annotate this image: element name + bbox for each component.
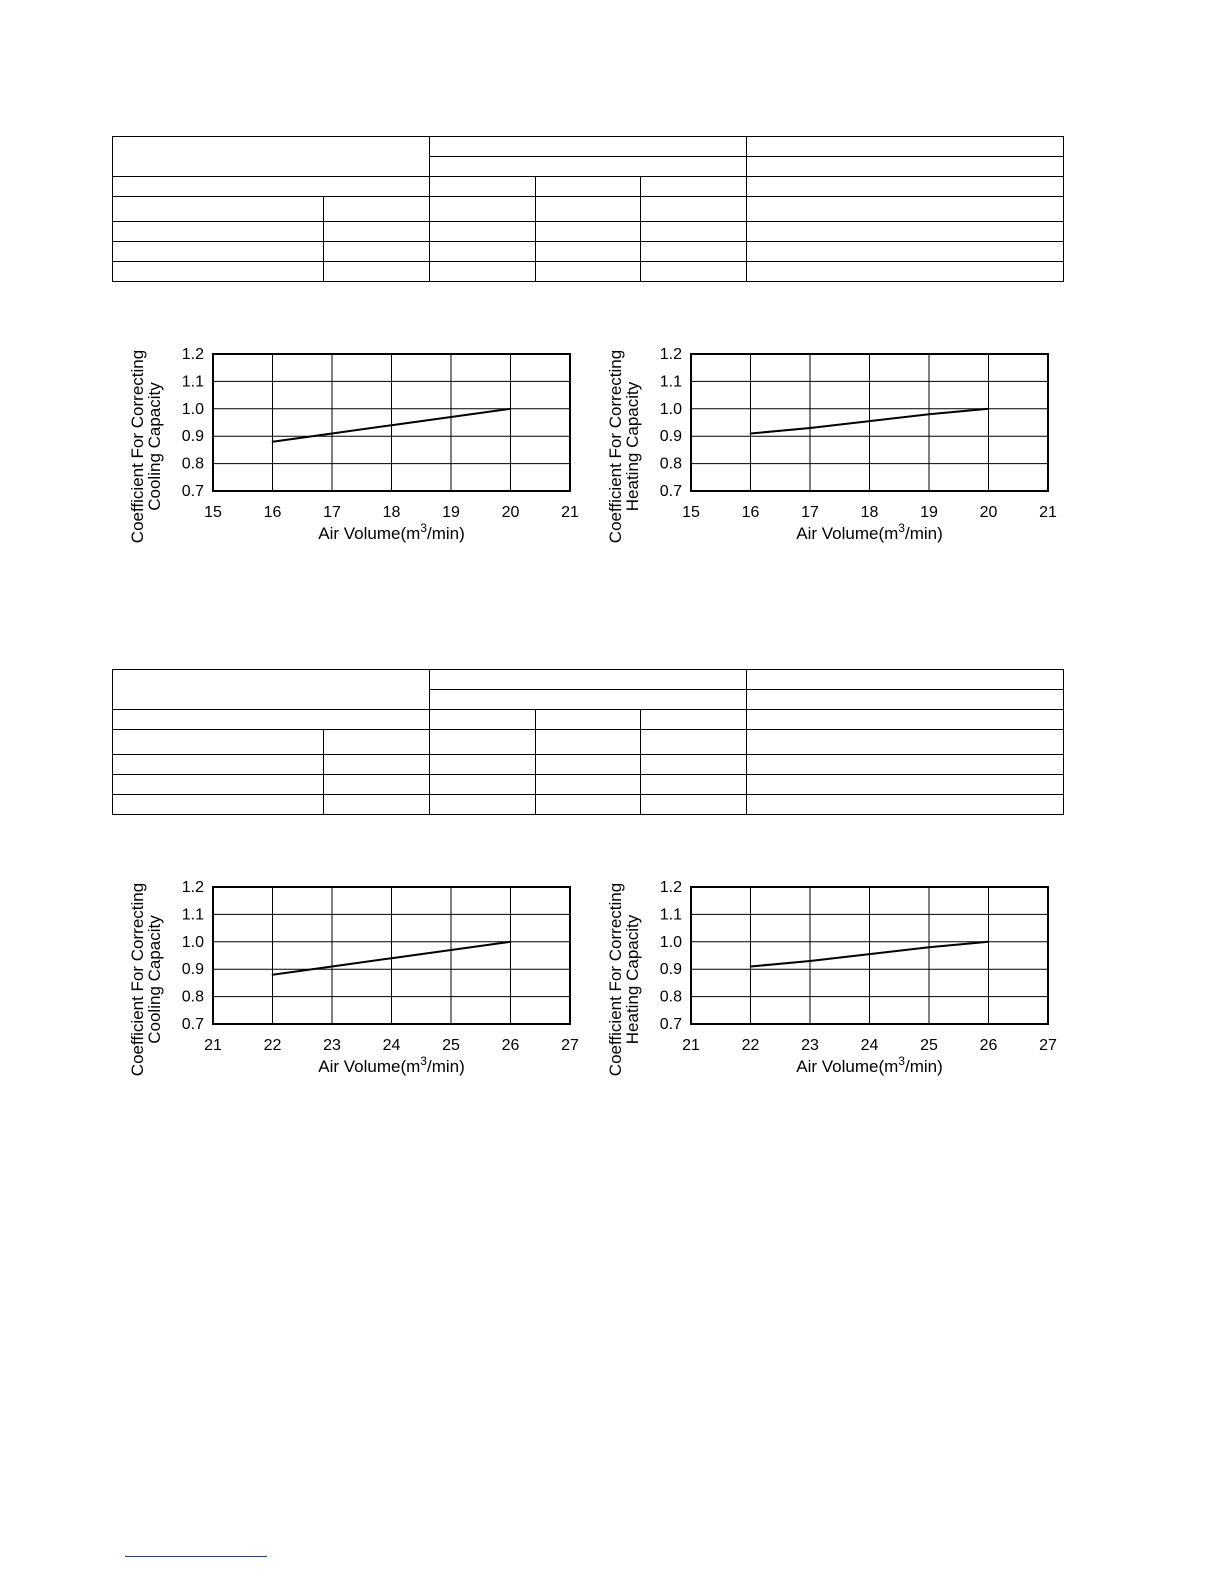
table-row [113, 774, 1064, 794]
table-cell [113, 774, 324, 794]
chart-svg [128, 338, 579, 558]
y-tick-label: 1.1 [181, 373, 204, 391]
y-axis-title-line: Coefficient For Correcting [606, 349, 625, 544]
table-cell [536, 177, 641, 197]
data-point [391, 957, 393, 959]
x-tick-label: 22 [741, 1037, 760, 1054]
table-cell [113, 754, 324, 774]
table-cell [324, 197, 430, 221]
x-tick-label: 18 [382, 504, 401, 521]
table-cell [113, 261, 324, 281]
x-tick-label: 15 [682, 504, 700, 521]
table-cell [747, 241, 1064, 261]
table-cell [641, 730, 747, 754]
table-cell [430, 690, 747, 710]
table-cell [747, 157, 1064, 177]
x-tick-label: 27 [561, 1037, 579, 1054]
x-tick-label: 21 [1039, 504, 1057, 521]
x-tick-label: 16 [263, 504, 282, 521]
x-tick-label: 21 [204, 1037, 222, 1054]
table-row [113, 241, 1064, 261]
y-tick-label: 0.8 [181, 988, 204, 1006]
data-point [331, 966, 333, 968]
data-point [750, 433, 752, 435]
table-cell [430, 261, 536, 281]
y-tick-label: 0.7 [181, 1016, 204, 1033]
y-tick-label: 0.7 [659, 483, 682, 500]
x-tick-label: 24 [860, 1037, 879, 1054]
table-cell [747, 177, 1064, 197]
x-axis-title: Air $Volume(m^3/\min)$ [796, 1054, 943, 1076]
y-axis-title-line: Coefficient For Correcting [606, 882, 625, 1077]
table-cell [747, 794, 1064, 814]
table-cell [641, 221, 747, 241]
table-cell [430, 730, 536, 754]
x-tick-label: 23 [323, 1037, 341, 1054]
data-point [510, 941, 512, 943]
table-cell [641, 177, 747, 197]
y-tick-label: 0.8 [659, 988, 682, 1006]
table-cell [536, 774, 641, 794]
table-row [113, 710, 1064, 730]
y-tick-label: 1.1 [181, 906, 204, 924]
table-cell [113, 730, 324, 754]
table-cell [430, 710, 536, 730]
y-tick-label: 1.0 [659, 933, 682, 951]
table-cell [536, 794, 641, 814]
chart-svg [606, 871, 1057, 1091]
cooling-capacity-chart-2 [128, 871, 579, 1091]
table-cell [747, 774, 1064, 794]
data-point [869, 953, 871, 955]
table-cell [641, 754, 747, 774]
table-cell [324, 754, 430, 774]
x-tick-label: 27 [1039, 1037, 1057, 1054]
table-cell [430, 774, 536, 794]
y-tick-label: 1.2 [181, 879, 204, 896]
table-cell [113, 177, 430, 197]
data-point [510, 408, 512, 410]
y-tick-label: 0.7 [181, 483, 204, 500]
footer-rule [125, 1556, 267, 1557]
y-axis-title [606, 883, 642, 1076]
spec-table-2 [112, 669, 1064, 815]
table-cell [324, 730, 430, 754]
table-cell [430, 241, 536, 261]
data-point [928, 946, 930, 948]
table-cell [641, 710, 747, 730]
table-cell [113, 710, 430, 730]
table-row [113, 754, 1064, 774]
y-axis-title-line: Heating Capacity [623, 914, 642, 1045]
table-cell [324, 241, 430, 261]
table-row [113, 794, 1064, 814]
y-axis-title-line: Cooling Capacity [145, 382, 164, 511]
data-point [272, 974, 274, 976]
x-tick-label: 19 [920, 504, 938, 521]
y-tick-label: 1.2 [659, 879, 682, 896]
data-point [450, 949, 452, 951]
table-cell [747, 670, 1064, 690]
data-point [928, 413, 930, 415]
y-tick-label: 1.0 [181, 400, 204, 418]
y-tick-label: 1.0 [659, 400, 682, 418]
data-point [272, 441, 274, 443]
data-point [450, 416, 452, 418]
table-cell [641, 241, 747, 261]
y-tick-label: 1.1 [659, 906, 682, 924]
x-tick-label: 26 [979, 1037, 998, 1054]
table-cell [324, 221, 430, 241]
x-tick-label: 15 [204, 504, 222, 521]
table-cell [113, 221, 324, 241]
table-cell [113, 197, 324, 221]
chart-svg [606, 338, 1057, 558]
data-point [391, 424, 393, 426]
table-cell [747, 710, 1064, 730]
data-point [988, 408, 990, 410]
y-axis-title-line: Coefficient For Correcting [128, 349, 147, 544]
table-row [113, 221, 1064, 241]
table-cell [324, 794, 430, 814]
table-cell [430, 794, 536, 814]
y-axis-title [128, 883, 164, 1076]
y-tick-label: 1.2 [659, 346, 682, 363]
y-tick-label: 1.1 [659, 373, 682, 391]
table-cell [536, 730, 641, 754]
table-cell [641, 197, 747, 221]
x-tick-label: 21 [561, 504, 579, 521]
table-cell [430, 137, 747, 157]
table-cell [641, 261, 747, 281]
data-point [869, 420, 871, 422]
y-tick-label: 1.2 [181, 346, 204, 363]
chart-svg [128, 871, 579, 1091]
x-tick-label: 17 [801, 504, 819, 521]
cooling-capacity-chart-1 [128, 338, 579, 558]
table-row [113, 137, 1064, 157]
y-tick-label: 0.9 [659, 428, 682, 446]
spec-table-1 [112, 136, 1064, 282]
y-tick-label: 0.8 [181, 455, 204, 473]
y-tick-label: 0.8 [659, 455, 682, 473]
table-cell [536, 241, 641, 261]
heating-capacity-chart-1 [606, 338, 1057, 558]
y-tick-label: 0.7 [659, 1016, 682, 1033]
y-axis-title-line: Cooling Capacity [145, 915, 164, 1044]
table-cell [113, 137, 430, 177]
table-row [113, 197, 1064, 221]
table-cell [747, 690, 1064, 710]
table-cell [430, 221, 536, 241]
data-point [809, 960, 811, 962]
y-axis-title-line: Coefficient For Correcting [128, 882, 147, 1077]
x-tick-label: 21 [682, 1037, 700, 1054]
x-axis-title: Air $Volume(m^3/\min)$ [318, 1054, 465, 1076]
table-cell [536, 754, 641, 774]
table-cell [113, 794, 324, 814]
table-row [113, 177, 1064, 197]
table-cell [430, 197, 536, 221]
table-cell [747, 197, 1064, 221]
x-tick-label: 26 [501, 1037, 520, 1054]
table-row [113, 670, 1064, 690]
table-cell [641, 794, 747, 814]
x-axis-title: Air $Volume(m^3/\min)$ [796, 521, 943, 543]
table-cell [113, 241, 324, 261]
table-cell [113, 670, 430, 710]
x-tick-label: 20 [501, 504, 520, 521]
data-point [750, 966, 752, 968]
table-cell [747, 261, 1064, 281]
x-tick-label: 23 [801, 1037, 819, 1054]
x-axis-title: Air $Volume(m^3/\min)$ [318, 521, 465, 543]
table-cell [324, 774, 430, 794]
table-cell [641, 774, 747, 794]
table-cell [747, 137, 1064, 157]
table-cell [747, 221, 1064, 241]
data-point [988, 941, 990, 943]
y-tick-label: 0.9 [659, 961, 682, 979]
data-point [331, 433, 333, 435]
table-cell [536, 710, 641, 730]
table-row [113, 730, 1064, 754]
y-tick-label: 1.0 [181, 933, 204, 951]
table-cell [536, 221, 641, 241]
table-cell [430, 177, 536, 197]
table-cell [430, 754, 536, 774]
x-tick-label: 20 [979, 504, 998, 521]
table-cell [747, 754, 1064, 774]
y-tick-label: 0.9 [181, 961, 204, 979]
x-tick-label: 22 [263, 1037, 282, 1054]
y-axis-title [606, 350, 642, 543]
heating-capacity-chart-2 [606, 871, 1057, 1091]
table-cell [536, 261, 641, 281]
table-cell [324, 261, 430, 281]
x-tick-label: 19 [442, 504, 460, 521]
table-cell [747, 730, 1064, 754]
table-row [113, 261, 1064, 281]
x-tick-label: 25 [920, 1037, 938, 1054]
x-tick-label: 25 [442, 1037, 460, 1054]
x-tick-label: 18 [860, 504, 879, 521]
y-axis-title [128, 350, 164, 543]
table-cell [430, 157, 747, 177]
table-cell [430, 670, 747, 690]
y-tick-label: 0.9 [181, 428, 204, 446]
table-cell [536, 197, 641, 221]
y-axis-title-line: Heating Capacity [623, 381, 642, 512]
x-tick-label: 17 [323, 504, 341, 521]
x-tick-label: 16 [741, 504, 760, 521]
data-point [809, 427, 811, 429]
x-tick-label: 24 [382, 1037, 401, 1054]
